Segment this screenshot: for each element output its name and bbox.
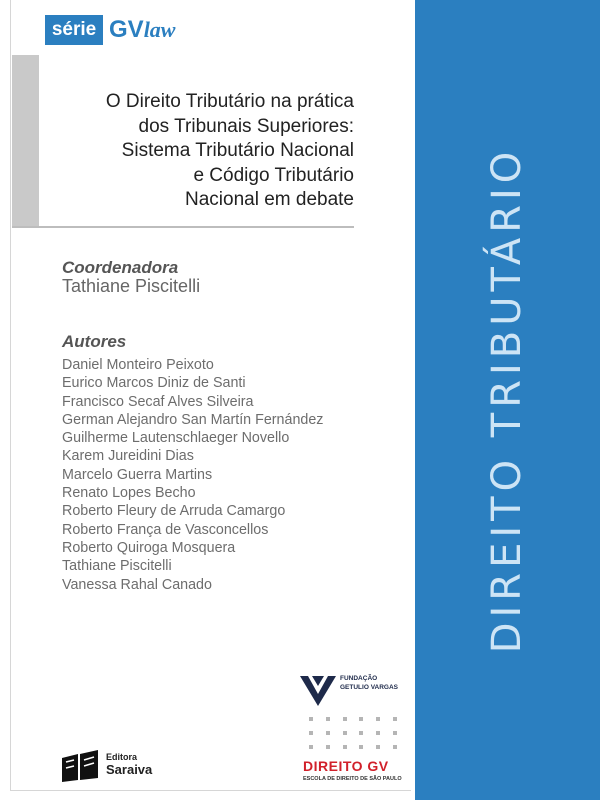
series-brand-gv: GV	[109, 16, 144, 43]
coordinator-label: Coordenadora	[62, 258, 179, 277]
open-book-icon	[60, 748, 100, 784]
dot-pattern	[303, 712, 403, 754]
author-item: Francisco Secaf Alves Silveira	[62, 393, 254, 410]
direito-gv-logo: DIREITO GV	[303, 758, 389, 774]
author-item: Tathiane Piscitelli	[62, 558, 172, 575]
title-line: Nacional em debate	[185, 189, 354, 210]
publisher-editora: Editora	[106, 752, 138, 762]
fgv-text	[340, 674, 398, 692]
author-item: Marcelo Guerra Martins	[62, 466, 213, 483]
author-item: Roberto França de Vasconcellos	[62, 521, 269, 538]
author-item: German Alejandro San Martín Fernández	[62, 411, 324, 428]
escola-caption: ESCOLA DE DIREITO DE SÃO PAULO	[303, 776, 402, 782]
title-line: Sistema Tributário Nacional	[121, 140, 354, 161]
fgv-line1: FUNDAÇÃO	[340, 675, 378, 682]
author-item: Guilherme Lautenschlaeger Novello	[62, 430, 290, 447]
authors-label: Autores	[62, 332, 127, 351]
series-brand	[105, 15, 219, 45]
title-line: dos Tribunais Superiores:	[138, 115, 354, 137]
fgv-line2: GETULIO VARGAS	[340, 684, 399, 691]
author-item: Eurico Marcos Diniz de Santi	[62, 375, 246, 392]
author-item: Vanessa Rahal Canado	[62, 576, 212, 593]
fgv-logo	[298, 672, 410, 712]
author-item: Roberto Quiroga Mosquera	[62, 539, 236, 556]
series-badge	[45, 15, 215, 45]
spine-title: DIREITO TRIBUTÁRIO	[484, 146, 530, 654]
author-item: Roberto Fleury de Arruda Camargo	[62, 503, 286, 520]
publisher-name: Saraiva	[106, 762, 153, 777]
title-line: e Código Tributário	[193, 164, 354, 186]
publisher-logo	[60, 748, 180, 784]
author-item: Karem Jureidini Dias	[62, 448, 194, 465]
authors-list	[62, 356, 323, 594]
title-line: O Direito Tributário na prática	[105, 91, 354, 112]
author-item: Daniel Monteiro Peixoto	[62, 357, 214, 373]
author-item: Renato Lopes Becho	[62, 485, 196, 502]
series-prefix: série	[45, 15, 103, 45]
fgv-emblem-icon	[298, 672, 338, 710]
coordinator-name: Tathiane Piscitelli	[62, 276, 201, 296]
series-brand-law: law	[143, 17, 176, 42]
title-divider	[12, 226, 354, 228]
book-title	[34, 90, 354, 213]
